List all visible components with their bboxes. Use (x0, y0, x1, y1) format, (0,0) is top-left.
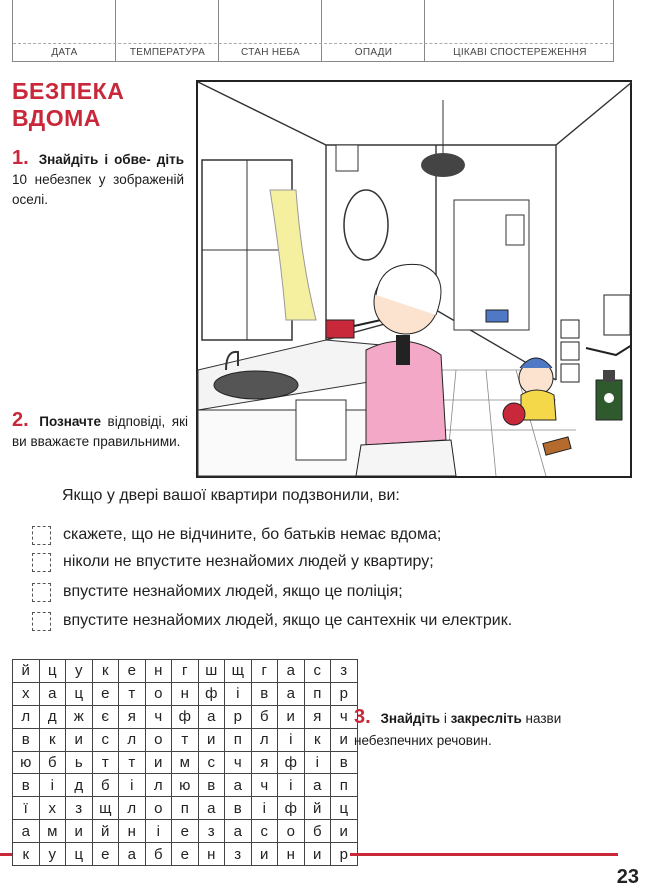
grid-cell[interactable]: ц (331, 797, 358, 820)
answer-text-3: впустите незнайомих людей, якщо це поліція; (63, 583, 403, 600)
grid-cell[interactable]: и (66, 728, 93, 751)
grid-cell[interactable]: а (39, 682, 66, 705)
grid-cell[interactable]: а (198, 797, 225, 820)
grid-cell[interactable]: ц (66, 682, 93, 705)
weather-header-date: ДАТА (51, 47, 78, 58)
grid-cell[interactable]: ч (331, 705, 358, 728)
grid-cell[interactable]: е (172, 843, 199, 866)
grid-cell[interactable]: і (119, 774, 146, 797)
task-2-number: 2. (12, 409, 29, 431)
grid-cell[interactable]: о (278, 820, 305, 843)
grid-cell[interactable]: щ (92, 797, 119, 820)
grid-cell[interactable]: в (13, 774, 40, 797)
grid-cell[interactable]: ц (66, 843, 93, 866)
grid-cell[interactable]: я (304, 705, 331, 728)
grid-row (13, 751, 358, 774)
grid-cell[interactable]: п (304, 682, 331, 705)
grid-cell[interactable]: и (331, 728, 358, 751)
task-3-and: і (443, 711, 447, 726)
answer-option-1[interactable] (32, 523, 441, 547)
section-title-line1: БЕЗПЕКА (12, 78, 125, 104)
task-1 (12, 148, 184, 210)
grid-row (13, 660, 358, 683)
task-1-number: 1. (12, 147, 29, 169)
answer-checkbox-1[interactable] (32, 526, 51, 545)
grid-cell[interactable]: а (278, 682, 305, 705)
grid-cell[interactable]: й (92, 820, 119, 843)
grid-cell[interactable]: ї (13, 797, 40, 820)
footer-line-right (350, 853, 618, 856)
task-2 (12, 410, 188, 452)
grid-cell[interactable]: и (278, 705, 305, 728)
section-title (12, 78, 124, 132)
grid-cell[interactable]: а (13, 820, 40, 843)
grid-cell[interactable]: и (251, 843, 278, 866)
grid-cell[interactable]: я (251, 751, 278, 774)
grid-cell[interactable]: м (39, 820, 66, 843)
grid-row (13, 728, 358, 751)
grid-row (13, 797, 358, 820)
grid-cell[interactable]: т (119, 682, 146, 705)
grid-row (13, 843, 358, 866)
answer-option-2[interactable] (32, 550, 434, 574)
grid-cell[interactable]: л (145, 774, 172, 797)
section-title-line2: ВДОМА (12, 105, 101, 131)
grid-cell[interactable]: х (39, 797, 66, 820)
grid-cell[interactable]: і (278, 728, 305, 751)
grid-cell[interactable]: с (304, 660, 331, 683)
grid-cell[interactable]: р (331, 682, 358, 705)
grid-cell[interactable]: п (225, 728, 252, 751)
footer-line-left (0, 853, 12, 856)
grid-cell[interactable]: а (304, 774, 331, 797)
grid-cell[interactable]: к (92, 660, 119, 683)
grid-row (13, 682, 358, 705)
grid-cell[interactable]: з (225, 843, 252, 866)
grid-cell[interactable]: щ (225, 660, 252, 683)
grid-cell[interactable]: р (225, 705, 252, 728)
grid-cell[interactable]: я (119, 705, 146, 728)
grid-cell[interactable]: о (145, 797, 172, 820)
grid-cell[interactable]: ц (39, 660, 66, 683)
grid-row (13, 820, 358, 843)
grid-cell[interactable]: і (251, 797, 278, 820)
grid-cell[interactable]: ж (66, 705, 93, 728)
grid-cell[interactable]: а (225, 820, 252, 843)
answer-checkbox-4[interactable] (32, 612, 51, 631)
grid-cell[interactable]: і (145, 820, 172, 843)
letter-grid (12, 659, 358, 866)
grid-cell[interactable]: д (39, 705, 66, 728)
grid-cell[interactable]: т (119, 751, 146, 774)
grid-cell[interactable]: м (172, 751, 199, 774)
grid-cell[interactable]: б (251, 705, 278, 728)
grid-cell[interactable]: н (145, 660, 172, 683)
grid-cell[interactable]: т (92, 751, 119, 774)
grid-cell[interactable]: х (13, 682, 40, 705)
task-1-verb: Знайдіть і обве- діть (38, 152, 184, 167)
task-2-verb: Позначте (39, 414, 101, 429)
task-3-verb-1: Знайдіть (380, 711, 441, 726)
grid-cell[interactable]: з (331, 660, 358, 683)
grid-cell[interactable]: с (198, 751, 225, 774)
grid-cell[interactable]: в (198, 774, 225, 797)
grid-cell[interactable]: ю (172, 774, 199, 797)
task-3-text: назви небезпечних речовин. (354, 711, 562, 748)
weather-header-observations: ЦІКАВІ СПОСТЕРЕЖЕННЯ (453, 47, 587, 58)
kitchen-illustration (196, 80, 632, 478)
grid-cell[interactable]: и (304, 843, 331, 866)
weather-table (12, 0, 614, 62)
grid-cell[interactable]: а (225, 774, 252, 797)
grid-cell[interactable]: в (251, 682, 278, 705)
grid-cell[interactable]: н (198, 843, 225, 866)
grid-cell[interactable]: л (13, 705, 40, 728)
grid-cell[interactable]: ф (278, 751, 305, 774)
grid-cell[interactable]: и (145, 751, 172, 774)
grid-cell[interactable]: ф (172, 705, 199, 728)
grid-cell[interactable]: с (92, 728, 119, 751)
grid-cell[interactable]: б (145, 843, 172, 866)
grid-cell[interactable]: о (145, 728, 172, 751)
grid-cell[interactable]: у (39, 843, 66, 866)
grid-cell[interactable]: в (13, 728, 40, 751)
grid-cell[interactable]: р (331, 843, 358, 866)
grid-cell[interactable]: а (198, 705, 225, 728)
task-3 (354, 706, 616, 752)
grid-cell[interactable]: є (92, 705, 119, 728)
answer-checkbox-3[interactable] (32, 583, 51, 602)
answer-text-2: ніколи не впустите незнайомих людей у квартиру; (63, 553, 434, 570)
grid-cell[interactable]: у (66, 660, 93, 683)
grid-cell[interactable]: ю (13, 751, 40, 774)
answer-checkbox-2[interactable] (32, 553, 51, 572)
grid-cell[interactable]: б (39, 751, 66, 774)
grid-cell[interactable]: і (39, 774, 66, 797)
grid-cell[interactable]: ч (225, 751, 252, 774)
grid-cell[interactable]: е (172, 820, 199, 843)
answer-text-4: впустите незнайомих людей, якщо це сантехнік чи електрик. (63, 612, 513, 629)
grid-cell[interactable]: а (278, 660, 305, 683)
grid-cell[interactable]: л (119, 728, 146, 751)
grid-cell[interactable]: к (39, 728, 66, 751)
weather-header-precipitation: ОПАДИ (354, 47, 393, 58)
answer-option-3[interactable] (32, 580, 403, 604)
grid-cell[interactable]: е (92, 682, 119, 705)
grid-cell[interactable]: п (172, 797, 199, 820)
grid-cell[interactable]: з (66, 797, 93, 820)
page-number: 23 (616, 866, 639, 888)
answer-text-1: скажете, що не відчините, бо батьків немає вдома; (63, 526, 442, 543)
task-3-verb-2: закресліть (450, 711, 522, 726)
grid-cell[interactable]: й (13, 660, 40, 683)
grid-cell[interactable]: п (331, 774, 358, 797)
grid-cell[interactable]: і (304, 751, 331, 774)
task-1-text: 10 небезпек у зображеній оселі. (12, 172, 184, 207)
grid-cell[interactable]: и (331, 820, 358, 843)
grid-row (13, 705, 358, 728)
weather-header-sky: СТАН НЕБА (241, 47, 300, 58)
grid-cell[interactable]: а (119, 843, 146, 866)
task-2-text: відповіді, які ви вважаєте правильними. (12, 414, 188, 449)
grid-cell[interactable]: и (66, 820, 93, 843)
grid-cell[interactable]: т (172, 728, 199, 751)
task-3-number: 3. (354, 706, 371, 728)
grid-cell[interactable]: ш (198, 660, 225, 683)
answer-option-4[interactable] (32, 609, 512, 633)
grid-cell[interactable]: й (304, 797, 331, 820)
grid-cell[interactable]: ф (198, 682, 225, 705)
grid-cell[interactable]: г (172, 660, 199, 683)
grid-cell[interactable]: к (304, 728, 331, 751)
grid-cell[interactable]: и (198, 728, 225, 751)
grid-cell[interactable]: і (225, 682, 252, 705)
grid-cell[interactable]: н (119, 820, 146, 843)
grid-cell[interactable]: е (119, 660, 146, 683)
grid-row (13, 774, 358, 797)
question-text: Якщо у двері вашої квартири подзвонили, ви: (62, 487, 400, 504)
grid-cell[interactable]: і (278, 774, 305, 797)
grid-cell[interactable]: ч (251, 774, 278, 797)
grid-cell[interactable]: д (66, 774, 93, 797)
grid-cell[interactable]: с (251, 820, 278, 843)
grid-cell[interactable]: о (145, 682, 172, 705)
grid-cell[interactable]: г (251, 660, 278, 683)
grid-cell[interactable]: н (278, 843, 305, 866)
grid-cell[interactable]: в (225, 797, 252, 820)
grid-cell[interactable]: б (304, 820, 331, 843)
grid-cell[interactable]: в (331, 751, 358, 774)
grid-cell[interactable]: ь (66, 751, 93, 774)
grid-cell[interactable]: н (172, 682, 199, 705)
grid-cell[interactable]: л (251, 728, 278, 751)
grid-cell[interactable]: б (92, 774, 119, 797)
grid-cell[interactable]: з (198, 820, 225, 843)
grid-cell[interactable]: л (119, 797, 146, 820)
grid-cell[interactable]: ф (278, 797, 305, 820)
grid-cell[interactable]: ч (145, 705, 172, 728)
weather-header-temperature: ТЕМПЕРАТУРА (129, 47, 206, 58)
grid-cell[interactable]: е (92, 843, 119, 866)
grid-cell[interactable]: к (13, 843, 40, 866)
